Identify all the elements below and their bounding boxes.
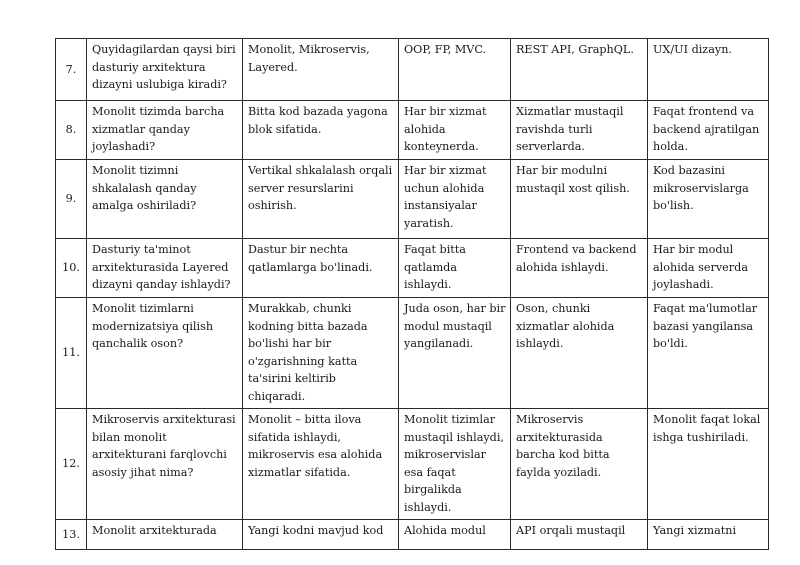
option-a: Monolit, Mikroservis, Layered. — [243, 39, 399, 101]
option-b: Har bir xizmat uchun alohida instansiyalar yaratish. — [399, 160, 511, 239]
option-d: Yangi xizmatni — [648, 520, 769, 550]
option-b: Alohida modul — [399, 520, 511, 550]
option-a: Bitta kod bazada yagona blok sifatida. — [243, 101, 399, 160]
option-d: UX/UI dizayn. — [648, 39, 769, 101]
quiz-table — [55, 38, 769, 550]
option-b: Juda oson, har bir modul mustaqil yangilanadi. — [399, 298, 511, 409]
table-row — [56, 239, 769, 298]
option-a: Dastur bir nechta qatlamlarga bo'linadi. — [243, 239, 399, 298]
question-number: 9. — [56, 160, 87, 239]
question-number: 10. — [56, 239, 87, 298]
question-text: Mikroservis arxitekturasi bilan monolit arxitekturani farqlovchi asosiy jihat nima? — [87, 409, 243, 520]
option-c: Xizmatlar mustaqil ravishda turli serverlarda. — [511, 101, 648, 160]
question-number: 13. — [56, 520, 87, 550]
option-b: Monolit tizimlar mustaqil ishlaydi, mikroservislar esa faqat birgalikda ishlaydi. — [399, 409, 511, 520]
option-a: Yangi kodni mavjud kod — [243, 520, 399, 550]
question-text: Quyidagilardan qaysi biri dasturiy arxitektura dizayni uslubiga kiradi? — [87, 39, 243, 101]
table-row — [56, 409, 769, 520]
question-number: 7. — [56, 39, 87, 101]
option-b: OOP, FP, MVC. — [399, 39, 511, 101]
option-c: Oson, chunki xizmatlar alohida ishlaydi. — [511, 298, 648, 409]
option-a: Monolit – bitta ilova sifatida ishlaydi, mikroservis esa alohida xizmatlar sifatida. — [243, 409, 399, 520]
option-a: Vertikal shkalalash orqali server resurslarini oshirish. — [243, 160, 399, 239]
question-text: Monolit tizimni shkalalash qanday amalga oshiriladi? — [87, 160, 243, 239]
question-text: Monolit tizimda barcha xizmatlar qanday joylashadi? — [87, 101, 243, 160]
option-b: Har bir xizmat alohida konteynerda. — [399, 101, 511, 160]
table-row — [56, 160, 769, 239]
question-number: 11. — [56, 298, 87, 409]
option-c: Mikroservis arxitekturasida barcha kod bitta faylda yoziladi. — [511, 409, 648, 520]
option-c: Har bir modulni mustaqil xost qilish. — [511, 160, 648, 239]
option-d: Kod bazasini mikroservislarga bo'lish. — [648, 160, 769, 239]
option-d: Faqat frontend va backend ajratilgan holda. — [648, 101, 769, 160]
option-c: REST API, GraphQL. — [511, 39, 648, 101]
table-row — [56, 101, 769, 160]
option-c: API orqali mustaqil — [511, 520, 648, 550]
question-text: Monolit tizimlarni modernizatsiya qilish qanchalik oson? — [87, 298, 243, 409]
question-number: 8. — [56, 101, 87, 160]
option-d: Har bir modul alohida serverda joylashadi. — [648, 239, 769, 298]
table-row — [56, 39, 769, 101]
question-text: Dasturiy ta'minot arxitekturasida Layered dizayni qanday ishlaydi? — [87, 239, 243, 298]
option-a: Murakkab, chunki kodning bitta bazada bo'lishi har bir o'zgarishning katta ta'sirini keltirib chiqaradi. — [243, 298, 399, 409]
option-d: Monolit faqat lokal ishga tushiriladi. — [648, 409, 769, 520]
table-row — [56, 298, 769, 409]
table-row — [56, 520, 769, 550]
option-b: Faqat bitta qatlamda ishlaydi. — [399, 239, 511, 298]
question-number: 12. — [56, 409, 87, 520]
option-d: Faqat ma'lumotlar bazasi yangilansa bo'ldi. — [648, 298, 769, 409]
option-c: Frontend va backend alohida ishlaydi. — [511, 239, 648, 298]
question-text: Monolit arxitekturada — [87, 520, 243, 550]
